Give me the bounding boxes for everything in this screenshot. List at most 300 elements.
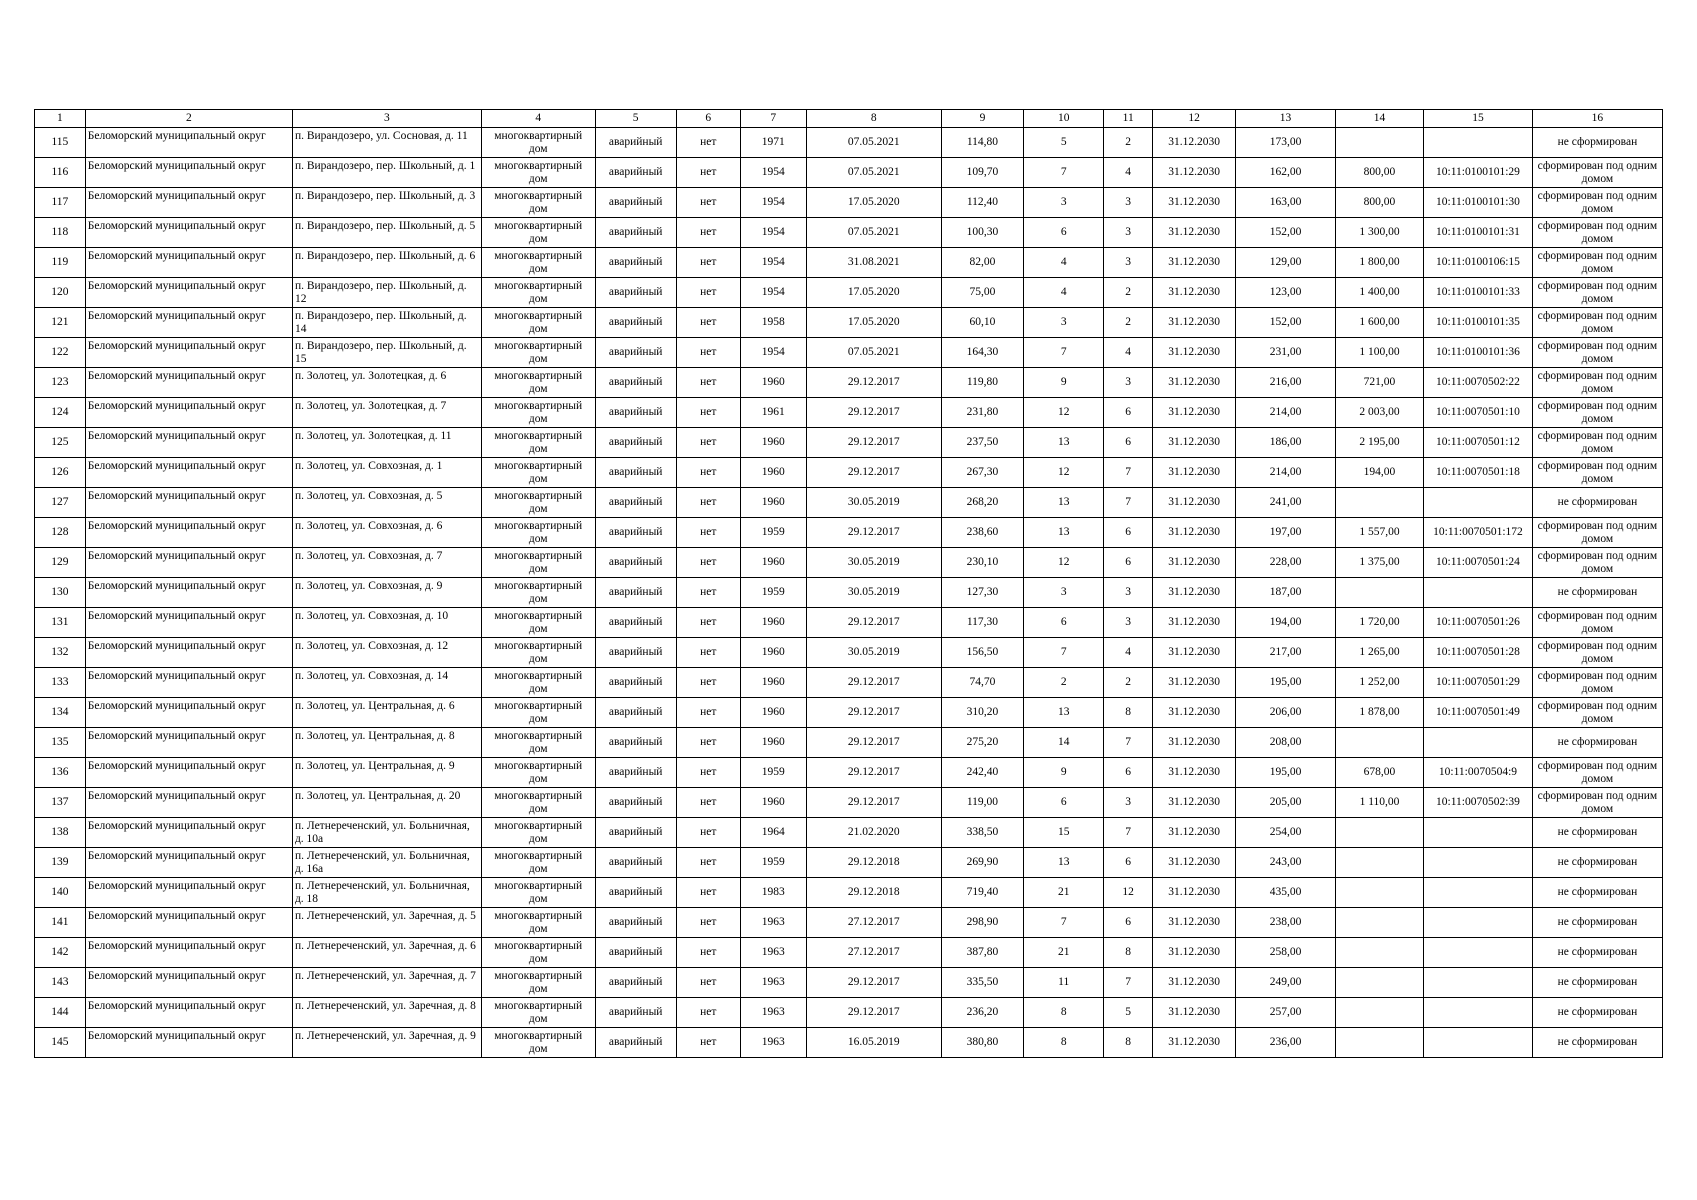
table-cell-col-6: нет bbox=[676, 848, 740, 878]
table-cell-col-1: 129 bbox=[35, 548, 86, 578]
table-cell-col-4: многоквартирный дом bbox=[481, 458, 595, 488]
table-cell-col-6: нет bbox=[676, 428, 740, 458]
table-cell-col-6: нет bbox=[676, 548, 740, 578]
table-cell-col-16: сформирован под одним домом bbox=[1532, 188, 1662, 218]
table-cell-col-7: 1954 bbox=[740, 278, 806, 308]
table-cell-col-16: не сформирован bbox=[1532, 488, 1662, 518]
table-cell-col-12: 31.12.2030 bbox=[1153, 608, 1236, 638]
table-cell-col-13: 162,00 bbox=[1236, 158, 1336, 188]
table-cell-col-2: Беломорский муниципальный округ bbox=[85, 278, 292, 308]
table-row bbox=[35, 758, 1663, 788]
table-row bbox=[35, 338, 1663, 368]
table-cell-col-16: сформирован под одним домом bbox=[1532, 398, 1662, 428]
table-cell-col-11: 6 bbox=[1104, 548, 1153, 578]
table-cell-col-5: аварийный bbox=[595, 848, 676, 878]
table-cell-col-4: многоквартирный дом bbox=[481, 218, 595, 248]
table-cell-col-2: Беломорский муниципальный округ bbox=[85, 1028, 292, 1058]
table-cell-col-16: сформирован под одним домом bbox=[1532, 428, 1662, 458]
table-cell-col-7: 1963 bbox=[740, 938, 806, 968]
table-cell-col-2: Беломорский муниципальный округ bbox=[85, 128, 292, 158]
table-cell-col-9: 164,30 bbox=[941, 338, 1023, 368]
table-cell-col-12: 31.12.2030 bbox=[1153, 158, 1236, 188]
table-cell-col-12: 31.12.2030 bbox=[1153, 878, 1236, 908]
table-cell-col-3: п. Вирандозеро, пер. Школьный, д. 15 bbox=[292, 338, 481, 368]
table-cell-col-7: 1959 bbox=[740, 758, 806, 788]
table-cell-col-1: 124 bbox=[35, 398, 86, 428]
table-cell-col-2: Беломорский муниципальный округ bbox=[85, 998, 292, 1028]
table-cell-col-8: 29.12.2017 bbox=[806, 788, 941, 818]
table-cell-col-11: 8 bbox=[1104, 938, 1153, 968]
table-cell-col-1: 131 bbox=[35, 608, 86, 638]
table-cell-col-2: Беломорский муниципальный округ bbox=[85, 758, 292, 788]
table-cell-col-13: 129,00 bbox=[1236, 248, 1336, 278]
table-cell-col-16: не сформирован bbox=[1532, 998, 1662, 1028]
table-row bbox=[35, 218, 1663, 248]
table-cell-col-7: 1963 bbox=[740, 1028, 806, 1058]
table-cell-col-3: п. Золотец, ул. Совхозная, д. 12 bbox=[292, 638, 481, 668]
table-cell-col-7: 1983 bbox=[740, 878, 806, 908]
table-row bbox=[35, 908, 1663, 938]
table-cell-col-8: 31.08.2021 bbox=[806, 248, 941, 278]
table-cell-col-16: сформирован под одним домом bbox=[1532, 158, 1662, 188]
table-cell-col-8: 30.05.2019 bbox=[806, 638, 941, 668]
table-cell-col-14 bbox=[1335, 968, 1423, 998]
table-cell-col-11: 3 bbox=[1104, 188, 1153, 218]
column-header-6: 6 bbox=[676, 110, 740, 128]
table-cell-col-8: 29.12.2017 bbox=[806, 398, 941, 428]
table-cell-col-15 bbox=[1424, 488, 1533, 518]
table-cell-col-5: аварийный bbox=[595, 698, 676, 728]
table-cell-col-11: 2 bbox=[1104, 668, 1153, 698]
table-cell-col-2: Беломорский муниципальный округ bbox=[85, 218, 292, 248]
table-cell-col-15: 10:11:0100101:36 bbox=[1424, 338, 1533, 368]
table-cell-col-8: 29.12.2017 bbox=[806, 698, 941, 728]
table-cell-col-9: 380,80 bbox=[941, 1028, 1023, 1058]
table-cell-col-9: 719,40 bbox=[941, 878, 1023, 908]
table-cell-col-14: 1 110,00 bbox=[1335, 788, 1423, 818]
table-cell-col-3: п. Золотец, ул. Совхозная, д. 10 bbox=[292, 608, 481, 638]
table-cell-col-10: 15 bbox=[1024, 818, 1104, 848]
table-cell-col-8: 29.12.2017 bbox=[806, 758, 941, 788]
table-cell-col-15: 10:11:0070501:12 bbox=[1424, 428, 1533, 458]
table-cell-col-7: 1959 bbox=[740, 848, 806, 878]
table-cell-col-2: Беломорский муниципальный округ bbox=[85, 188, 292, 218]
table-cell-col-7: 1958 bbox=[740, 308, 806, 338]
table-cell-col-16: сформирован под одним домом bbox=[1532, 368, 1662, 398]
table-row bbox=[35, 188, 1663, 218]
table-row bbox=[35, 878, 1663, 908]
table-cell-col-16: не сформирован bbox=[1532, 128, 1662, 158]
table-cell-col-10: 3 bbox=[1024, 188, 1104, 218]
table-cell-col-8: 29.12.2017 bbox=[806, 458, 941, 488]
table-cell-col-4: многоквартирный дом bbox=[481, 368, 595, 398]
table-cell-col-10: 4 bbox=[1024, 248, 1104, 278]
table-cell-col-13: 208,00 bbox=[1236, 728, 1336, 758]
table-cell-col-12: 31.12.2030 bbox=[1153, 428, 1236, 458]
table-cell-col-14: 678,00 bbox=[1335, 758, 1423, 788]
table-cell-col-3: п. Золотец, ул. Золотецкая, д. 11 bbox=[292, 428, 481, 458]
table-cell-col-10: 12 bbox=[1024, 548, 1104, 578]
table-cell-col-12: 31.12.2030 bbox=[1153, 578, 1236, 608]
table-cell-col-11: 7 bbox=[1104, 818, 1153, 848]
table-cell-col-5: аварийный bbox=[595, 278, 676, 308]
table-cell-col-3: п. Вирандозеро, ул. Сосновая, д. 11 bbox=[292, 128, 481, 158]
table-cell-col-11: 7 bbox=[1104, 968, 1153, 998]
housing-registry-table bbox=[34, 109, 1663, 1058]
table-cell-col-1: 127 bbox=[35, 488, 86, 518]
table-cell-col-14: 1 300,00 bbox=[1335, 218, 1423, 248]
table-cell-col-11: 3 bbox=[1104, 788, 1153, 818]
table-cell-col-7: 1954 bbox=[740, 338, 806, 368]
table-cell-col-12: 31.12.2030 bbox=[1153, 638, 1236, 668]
table-cell-col-6: нет bbox=[676, 578, 740, 608]
table-cell-col-16: не сформирован bbox=[1532, 938, 1662, 968]
table-cell-col-1: 125 bbox=[35, 428, 86, 458]
table-cell-col-3: п. Золотец, ул. Центральная, д. 9 bbox=[292, 758, 481, 788]
table-cell-col-7: 1960 bbox=[740, 608, 806, 638]
table-cell-col-13: 187,00 bbox=[1236, 578, 1336, 608]
table-cell-col-7: 1963 bbox=[740, 908, 806, 938]
table-row bbox=[35, 698, 1663, 728]
table-cell-col-2: Беломорский муниципальный округ bbox=[85, 368, 292, 398]
table-cell-col-13: 258,00 bbox=[1236, 938, 1336, 968]
table-cell-col-4: многоквартирный дом bbox=[481, 158, 595, 188]
table-cell-col-12: 31.12.2030 bbox=[1153, 758, 1236, 788]
table-cell-col-6: нет bbox=[676, 788, 740, 818]
table-cell-col-9: 275,20 bbox=[941, 728, 1023, 758]
table-cell-col-12: 31.12.2030 bbox=[1153, 248, 1236, 278]
table-cell-col-15 bbox=[1424, 968, 1533, 998]
table-cell-col-1: 128 bbox=[35, 518, 86, 548]
table-cell-col-10: 14 bbox=[1024, 728, 1104, 758]
table-cell-col-2: Беломорский муниципальный округ bbox=[85, 458, 292, 488]
table-cell-col-15: 10:11:0100101:31 bbox=[1424, 218, 1533, 248]
table-cell-col-6: нет bbox=[676, 998, 740, 1028]
table-cell-col-14: 1 600,00 bbox=[1335, 308, 1423, 338]
table-cell-col-4: многоквартирный дом bbox=[481, 398, 595, 428]
table-cell-col-16: сформирован под одним домом bbox=[1532, 758, 1662, 788]
table-cell-col-3: п. Вирандозеро, пер. Школьный, д. 1 bbox=[292, 158, 481, 188]
table-cell-col-5: аварийный bbox=[595, 218, 676, 248]
table-cell-col-11: 7 bbox=[1104, 458, 1153, 488]
table-cell-col-10: 13 bbox=[1024, 428, 1104, 458]
table-cell-col-9: 119,80 bbox=[941, 368, 1023, 398]
table-cell-col-8: 29.12.2017 bbox=[806, 668, 941, 698]
column-header-4: 4 bbox=[481, 110, 595, 128]
table-body bbox=[35, 128, 1663, 1058]
table-cell-col-11: 5 bbox=[1104, 998, 1153, 1028]
table-cell-col-9: 237,50 bbox=[941, 428, 1023, 458]
table-cell-col-12: 31.12.2030 bbox=[1153, 1028, 1236, 1058]
table-cell-col-13: 194,00 bbox=[1236, 608, 1336, 638]
table-cell-col-4: многоквартирный дом bbox=[481, 818, 595, 848]
table-cell-col-12: 31.12.2030 bbox=[1153, 548, 1236, 578]
table-row bbox=[35, 368, 1663, 398]
table-cell-col-14 bbox=[1335, 488, 1423, 518]
table-cell-col-2: Беломорский муниципальный округ bbox=[85, 848, 292, 878]
table-cell-col-1: 121 bbox=[35, 308, 86, 338]
table-cell-col-13: 195,00 bbox=[1236, 758, 1336, 788]
table-cell-col-11: 2 bbox=[1104, 128, 1153, 158]
table-cell-col-9: 310,20 bbox=[941, 698, 1023, 728]
table-cell-col-3: п. Летнереченский, ул. Больничная, д. 18 bbox=[292, 878, 481, 908]
table-cell-col-14: 800,00 bbox=[1335, 158, 1423, 188]
table-cell-col-4: многоквартирный дом bbox=[481, 998, 595, 1028]
table-cell-col-9: 269,90 bbox=[941, 848, 1023, 878]
table-cell-col-15: 10:11:0100101:33 bbox=[1424, 278, 1533, 308]
table-cell-col-7: 1959 bbox=[740, 578, 806, 608]
table-cell-col-5: аварийный bbox=[595, 578, 676, 608]
table-cell-col-7: 1960 bbox=[740, 788, 806, 818]
table-cell-col-2: Беломорский муниципальный округ bbox=[85, 818, 292, 848]
table-cell-col-8: 29.12.2017 bbox=[806, 968, 941, 998]
table-cell-col-4: многоквартирный дом bbox=[481, 758, 595, 788]
table-cell-col-9: 60,10 bbox=[941, 308, 1023, 338]
table-cell-col-15 bbox=[1424, 578, 1533, 608]
table-cell-col-6: нет bbox=[676, 608, 740, 638]
table-cell-col-3: п. Золотец, ул. Совхозная, д. 5 bbox=[292, 488, 481, 518]
table-cell-col-11: 8 bbox=[1104, 698, 1153, 728]
table-cell-col-1: 140 bbox=[35, 878, 86, 908]
table-cell-col-3: п. Вирандозеро, пер. Школьный, д. 14 bbox=[292, 308, 481, 338]
table-row bbox=[35, 938, 1663, 968]
table-cell-col-7: 1963 bbox=[740, 968, 806, 998]
table-cell-col-6: нет bbox=[676, 938, 740, 968]
table-cell-col-6: нет bbox=[676, 698, 740, 728]
table-cell-col-14 bbox=[1335, 728, 1423, 758]
table-cell-col-14 bbox=[1335, 998, 1423, 1028]
table-cell-col-5: аварийный bbox=[595, 638, 676, 668]
table-cell-col-3: п. Золотец, ул. Совхозная, д. 9 bbox=[292, 578, 481, 608]
table-cell-col-5: аварийный bbox=[595, 188, 676, 218]
table-cell-col-16: не сформирован bbox=[1532, 968, 1662, 998]
table-cell-col-14 bbox=[1335, 128, 1423, 158]
table-cell-col-4: многоквартирный дом bbox=[481, 338, 595, 368]
table-row bbox=[35, 458, 1663, 488]
table-cell-col-11: 6 bbox=[1104, 848, 1153, 878]
table-cell-col-14: 1 800,00 bbox=[1335, 248, 1423, 278]
table-cell-col-6: нет bbox=[676, 668, 740, 698]
table-cell-col-7: 1960 bbox=[740, 728, 806, 758]
table-cell-col-5: аварийный bbox=[595, 398, 676, 428]
table-row bbox=[35, 668, 1663, 698]
table-cell-col-7: 1960 bbox=[740, 368, 806, 398]
table-cell-col-14 bbox=[1335, 848, 1423, 878]
table-cell-col-3: п. Золотец, ул. Центральная, д. 20 bbox=[292, 788, 481, 818]
table-cell-col-11: 3 bbox=[1104, 218, 1153, 248]
table-cell-col-5: аварийный bbox=[595, 338, 676, 368]
table-cell-col-13: 214,00 bbox=[1236, 398, 1336, 428]
table-cell-col-15 bbox=[1424, 1028, 1533, 1058]
table-cell-col-11: 4 bbox=[1104, 338, 1153, 368]
table-cell-col-5: аварийный bbox=[595, 668, 676, 698]
table-cell-col-5: аварийный bbox=[595, 1028, 676, 1058]
table-cell-col-4: многоквартирный дом bbox=[481, 968, 595, 998]
table-cell-col-12: 31.12.2030 bbox=[1153, 908, 1236, 938]
table-cell-col-11: 12 bbox=[1104, 878, 1153, 908]
table-cell-col-15: 10:11:0070501:49 bbox=[1424, 698, 1533, 728]
table-cell-col-11: 6 bbox=[1104, 428, 1153, 458]
table-cell-col-12: 31.12.2030 bbox=[1153, 938, 1236, 968]
table-cell-col-4: многоквартирный дом bbox=[481, 548, 595, 578]
table-cell-col-15: 10:11:0100101:35 bbox=[1424, 308, 1533, 338]
table-cell-col-3: п. Золотец, ул. Совхозная, д. 7 bbox=[292, 548, 481, 578]
table-cell-col-11: 2 bbox=[1104, 308, 1153, 338]
table-cell-col-16: сформирован под одним домом bbox=[1532, 218, 1662, 248]
table-cell-col-14: 800,00 bbox=[1335, 188, 1423, 218]
table-cell-col-4: многоквартирный дом bbox=[481, 668, 595, 698]
table-cell-col-11: 8 bbox=[1104, 1028, 1153, 1058]
table-cell-col-6: нет bbox=[676, 1028, 740, 1058]
table-cell-col-12: 31.12.2030 bbox=[1153, 128, 1236, 158]
table-cell-col-13: 231,00 bbox=[1236, 338, 1336, 368]
table-cell-col-15 bbox=[1424, 728, 1533, 758]
table-cell-col-8: 17.05.2020 bbox=[806, 188, 941, 218]
table-row bbox=[35, 998, 1663, 1028]
table-cell-col-8: 27.12.2017 bbox=[806, 938, 941, 968]
table-cell-col-7: 1960 bbox=[740, 668, 806, 698]
table-cell-col-13: 197,00 bbox=[1236, 518, 1336, 548]
table-cell-col-8: 29.12.2018 bbox=[806, 878, 941, 908]
table-cell-col-9: 236,20 bbox=[941, 998, 1023, 1028]
table-cell-col-4: многоквартирный дом bbox=[481, 248, 595, 278]
table-cell-col-10: 6 bbox=[1024, 788, 1104, 818]
table-cell-col-9: 112,40 bbox=[941, 188, 1023, 218]
table-cell-col-6: нет bbox=[676, 968, 740, 998]
table-cell-col-8: 16.05.2019 bbox=[806, 1028, 941, 1058]
table-cell-col-5: аварийный bbox=[595, 308, 676, 338]
table-cell-col-10: 2 bbox=[1024, 668, 1104, 698]
table-cell-col-15: 10:11:0070501:26 bbox=[1424, 608, 1533, 638]
table-cell-col-9: 335,50 bbox=[941, 968, 1023, 998]
table-row bbox=[35, 818, 1663, 848]
table-cell-col-8: 07.05.2021 bbox=[806, 158, 941, 188]
table-cell-col-12: 31.12.2030 bbox=[1153, 668, 1236, 698]
table-cell-col-12: 31.12.2030 bbox=[1153, 818, 1236, 848]
table-cell-col-1: 123 bbox=[35, 368, 86, 398]
table-cell-col-4: многоквартирный дом bbox=[481, 608, 595, 638]
table-cell-col-7: 1960 bbox=[740, 428, 806, 458]
table-cell-col-1: 145 bbox=[35, 1028, 86, 1058]
table-cell-col-11: 6 bbox=[1104, 518, 1153, 548]
table-cell-col-1: 134 bbox=[35, 698, 86, 728]
table-cell-col-8: 30.05.2019 bbox=[806, 488, 941, 518]
table-cell-col-11: 6 bbox=[1104, 398, 1153, 428]
table-cell-col-13: 249,00 bbox=[1236, 968, 1336, 998]
table-cell-col-6: нет bbox=[676, 218, 740, 248]
table-row bbox=[35, 158, 1663, 188]
table-cell-col-7: 1954 bbox=[740, 158, 806, 188]
table-cell-col-6: нет bbox=[676, 458, 740, 488]
table-cell-col-8: 29.12.2017 bbox=[806, 368, 941, 398]
table-cell-col-9: 242,40 bbox=[941, 758, 1023, 788]
table-cell-col-13: 217,00 bbox=[1236, 638, 1336, 668]
table-cell-col-10: 13 bbox=[1024, 698, 1104, 728]
table-cell-col-15: 10:11:0100101:29 bbox=[1424, 158, 1533, 188]
table-cell-col-4: многоквартирный дом bbox=[481, 578, 595, 608]
table-cell-col-12: 31.12.2030 bbox=[1153, 308, 1236, 338]
table-cell-col-10: 13 bbox=[1024, 518, 1104, 548]
table-cell-col-16: сформирован под одним домом bbox=[1532, 458, 1662, 488]
table-cell-col-10: 8 bbox=[1024, 1028, 1104, 1058]
table-cell-col-1: 143 bbox=[35, 968, 86, 998]
table-cell-col-16: сформирован под одним домом bbox=[1532, 548, 1662, 578]
table-cell-col-4: многоквартирный дом bbox=[481, 488, 595, 518]
table-cell-col-5: аварийный bbox=[595, 518, 676, 548]
table-cell-col-10: 13 bbox=[1024, 488, 1104, 518]
table-cell-col-12: 31.12.2030 bbox=[1153, 458, 1236, 488]
table-cell-col-14: 1 100,00 bbox=[1335, 338, 1423, 368]
table-cell-col-6: нет bbox=[676, 758, 740, 788]
table-cell-col-15 bbox=[1424, 128, 1533, 158]
table-row bbox=[35, 428, 1663, 458]
table-cell-col-11: 6 bbox=[1104, 908, 1153, 938]
table-cell-col-9: 100,30 bbox=[941, 218, 1023, 248]
table-cell-col-6: нет bbox=[676, 908, 740, 938]
table-cell-col-14: 1 878,00 bbox=[1335, 698, 1423, 728]
table-cell-col-2: Беломорский муниципальный округ bbox=[85, 608, 292, 638]
table-cell-col-8: 29.12.2017 bbox=[806, 518, 941, 548]
table-cell-col-9: 119,00 bbox=[941, 788, 1023, 818]
table-cell-col-15 bbox=[1424, 998, 1533, 1028]
table-cell-col-14 bbox=[1335, 938, 1423, 968]
table-cell-col-3: п. Летнереченский, ул. Заречная, д. 9 bbox=[292, 1028, 481, 1058]
table-cell-col-8: 07.05.2021 bbox=[806, 338, 941, 368]
table-cell-col-13: 206,00 bbox=[1236, 698, 1336, 728]
table-cell-col-13: 236,00 bbox=[1236, 1028, 1336, 1058]
table-cell-col-10: 12 bbox=[1024, 398, 1104, 428]
table-cell-col-14: 721,00 bbox=[1335, 368, 1423, 398]
table-cell-col-1: 115 bbox=[35, 128, 86, 158]
table-cell-col-8: 30.05.2019 bbox=[806, 548, 941, 578]
table-cell-col-4: многоквартирный дом bbox=[481, 518, 595, 548]
table-cell-col-2: Беломорский муниципальный округ bbox=[85, 518, 292, 548]
table-cell-col-3: п. Золотец, ул. Совхозная, д. 14 bbox=[292, 668, 481, 698]
table-cell-col-2: Беломорский муниципальный округ bbox=[85, 788, 292, 818]
table-cell-col-8: 07.05.2021 bbox=[806, 128, 941, 158]
table-cell-col-16: не сформирован bbox=[1532, 908, 1662, 938]
table-cell-col-10: 5 bbox=[1024, 128, 1104, 158]
table-cell-col-3: п. Вирандозеро, пер. Школьный, д. 5 bbox=[292, 218, 481, 248]
table-cell-col-16: не сформирован bbox=[1532, 818, 1662, 848]
table-cell-col-9: 156,50 bbox=[941, 638, 1023, 668]
table-cell-col-1: 119 bbox=[35, 248, 86, 278]
table-cell-col-4: многоквартирный дом bbox=[481, 698, 595, 728]
table-cell-col-13: 216,00 bbox=[1236, 368, 1336, 398]
table-cell-col-6: нет bbox=[676, 878, 740, 908]
table-cell-col-5: аварийный bbox=[595, 908, 676, 938]
table-cell-col-3: п. Золотец, ул. Центральная, д. 6 bbox=[292, 698, 481, 728]
table-cell-col-8: 07.05.2021 bbox=[806, 218, 941, 248]
table-cell-col-14: 1 265,00 bbox=[1335, 638, 1423, 668]
table-cell-col-3: п. Золотец, ул. Совхозная, д. 1 bbox=[292, 458, 481, 488]
table-cell-col-5: аварийный bbox=[595, 428, 676, 458]
table-cell-col-6: нет bbox=[676, 278, 740, 308]
table-cell-col-13: 186,00 bbox=[1236, 428, 1336, 458]
table-cell-col-15 bbox=[1424, 848, 1533, 878]
table-cell-col-1: 132 bbox=[35, 638, 86, 668]
table-cell-col-12: 31.12.2030 bbox=[1153, 488, 1236, 518]
table-cell-col-11: 3 bbox=[1104, 248, 1153, 278]
table-cell-col-7: 1964 bbox=[740, 818, 806, 848]
table-cell-col-1: 139 bbox=[35, 848, 86, 878]
table-cell-col-8: 29.12.2017 bbox=[806, 728, 941, 758]
table-cell-col-12: 31.12.2030 bbox=[1153, 698, 1236, 728]
table-cell-col-4: многоквартирный дом bbox=[481, 878, 595, 908]
table-cell-col-9: 268,20 bbox=[941, 488, 1023, 518]
table-cell-col-10: 8 bbox=[1024, 998, 1104, 1028]
table-cell-col-16: сформирован под одним домом bbox=[1532, 308, 1662, 338]
